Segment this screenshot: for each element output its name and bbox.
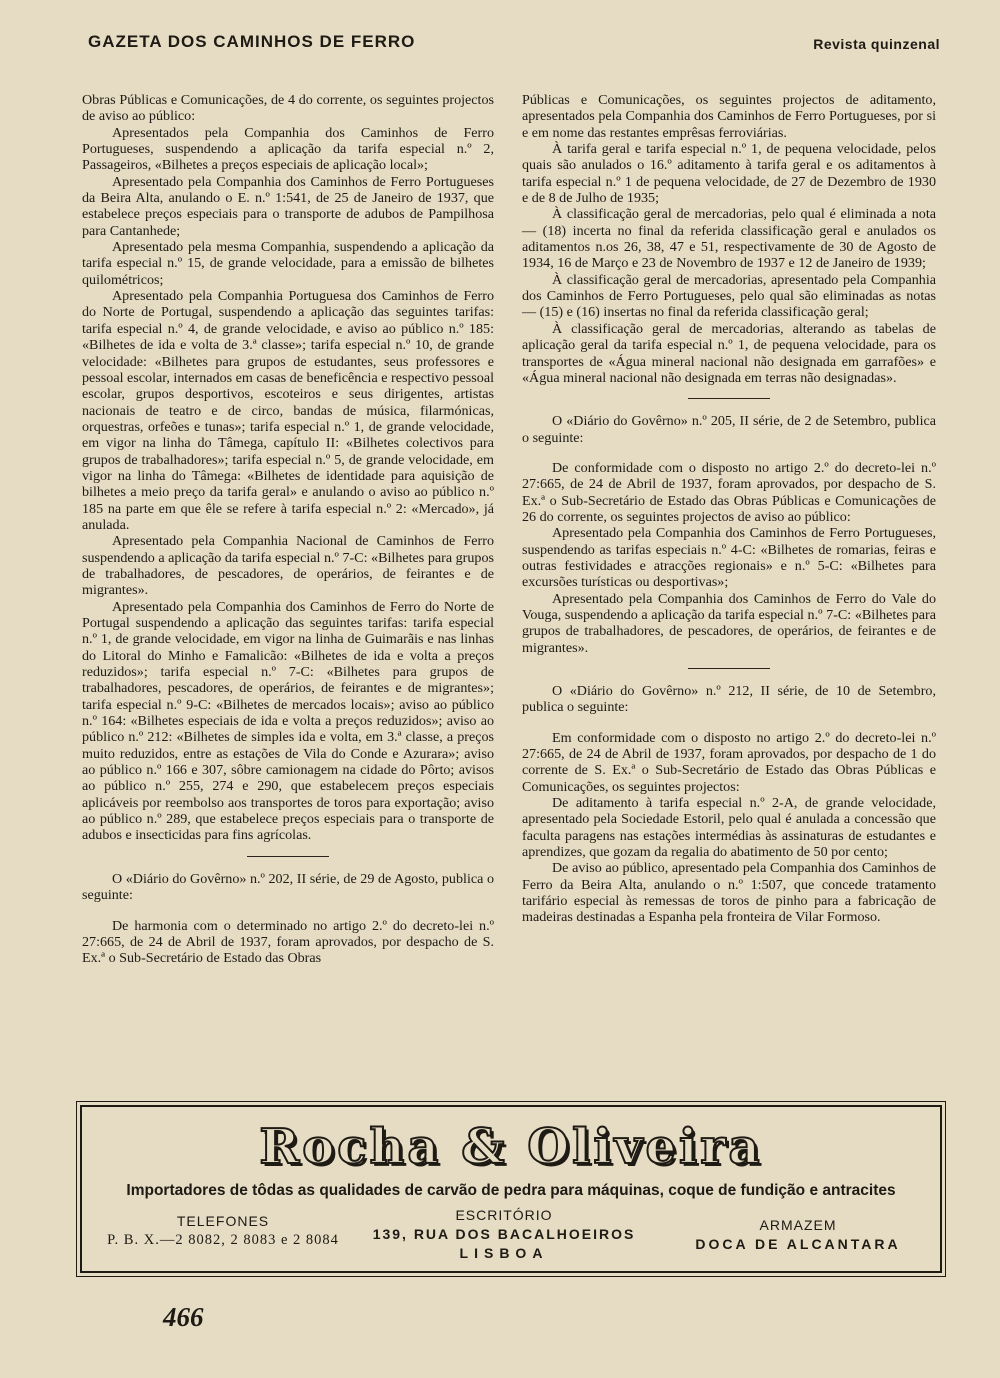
- paragraph: À classificação geral de mercadorias, apresentado pela Companhia dos Caminhos de Ferro Portugueses, pelo qual são eliminadas as notas — (15) e (16) insertas no final da referida classificação geral;: [522, 271, 936, 321]
- paragraph: O «Diário do Govêrno» n.º 205, II série, de 2 de Setembro, publica o seguinte:: [522, 413, 936, 446]
- paragraph: Obras Públicas e Comunicações, de 4 do corrente, os seguintes projectos de aviso ao público:: [82, 92, 494, 125]
- advertisement-box: [80, 1105, 942, 1273]
- phones-numbers: P. B. X.—2 8082, 2 8083 e 2 8084: [107, 1232, 339, 1248]
- section-divider: [247, 856, 329, 857]
- paragraph: Apresentado pela Companhia Nacional de Caminhos de Ferro suspendendo a aplicação da tarifa especial n.º 7-C: «Bilhetes para grupos de trabalhadores, de pescadores, de operários, de feirantes e de migrantes».: [82, 533, 494, 599]
- warehouse-title: ARMAZEM: [759, 1217, 837, 1233]
- advertiser-name: Rocha & Oliveira: [259, 1119, 763, 1175]
- paragraph: À tarifa geral e tarifa especial n.º 1, de pequena velocidade, pelos quais são anulados o 16.º aditamento à tarifa geral e os aditamentos à tarifa especial n.º 1 de pequena velocidade, de 27 de Dezembro de 1930 e de 8 de Julho de 1935;: [522, 141, 936, 207]
- paragraph: Apresentado pela mesma Companhia, suspendendo a aplicação da tarifa especial n.º 15, de grande velocidade, para a emissão de bilhetes quilométricos;: [82, 239, 494, 288]
- paragraph: O «Diário do Govêrno» n.º 212, II série, de 10 de Setembro, publica o seguinte:: [522, 683, 936, 716]
- paragraph: À classificação geral de mercadorias, alterando as tabelas de aplicação geral da tarifa especial n.º 1, de pequena velocidade, para os transportes de «Água mineral nacional não designada em garrafões» e «Água mineral nacional não designada em terras não designadas».: [522, 320, 936, 386]
- section-divider: [688, 668, 770, 669]
- warehouse-block: [667, 1216, 929, 1254]
- paragraph: Apresentado pela Companhia dos Caminhos de Ferro do Vale do Vouga, suspendendo a aplicação da tarifa especial n.º 7-C: «Bilhetes para grupos de trabalhadores, de pescadores, de operários, de feirantes e de migrantes».: [522, 590, 936, 656]
- magazine-subtitle: Revista quinzenal: [813, 36, 940, 52]
- section-divider: [688, 398, 770, 399]
- phones-block: [94, 1212, 352, 1250]
- paragraph: Apresentado pela Companhia Portuguesa dos Caminhos de Ferro do Norte de Portugal, suspendendo a aplicação das seguintes tarifas: tarifa especial n.º 4, de grande velocidade, e aviso ao público n.º 185: «Bilhetes de ida e volta de 3.ª classe»; tarifa especial n.º 10, de grande velocidade: «Bilhetes para grupos de estudantes, seus professores e pessoal escolar, internados em casas de beneficência e respectivo pessoal escolar, grupos desportivos, escoteiros e seus dirigentes, artistas nacionais de teatro e de circo, bandas de música, filarmónicas, orquestras, orfeões e tunas»; tarifa especial n.º 1, de grande velocidade, em vigor na linha do Tâmega, capítulo II: «Bilhetes colectivos para grupos de trabalhadores»; tarifa especial n.º 5, de grande velocidade, em vigor na linha do Tâmega: «Bilhetes de identidade para aquisição de bilhetes a meio preço da tarifa geral» e anulando o aviso ao público n.º 185 na parte em que êle se refere à tarifa especial n.º 2: «Mercado», já anulada.: [82, 288, 494, 533]
- paragraph: À classificação geral de mercadorias, pelo qual é eliminada a nota — (18) incerta no final da referida classificação geral e anulados os aditamentos n.os 26, 38, 47 e 51, respectivamente de 30 de Agosto de 1934, 16 de Março e 23 de Novembro de 1937 e 12 de Janeiro de 1939;: [522, 206, 936, 272]
- office-address: 139, RUA DOS BACALHOEIROS: [372, 1226, 636, 1242]
- warehouse-location: DOCA DE ALCANTARA: [695, 1236, 901, 1252]
- office-title: ESCRITÓRIO: [455, 1207, 553, 1223]
- paragraph: De harmonia com o determinado no artigo 2.º do decreto-lei n.º 27:665, de 24 de Abril de 1937, foram aprovados, por despacho de S. Ex.ª o Sub-Secretário de Estado das Obras: [82, 917, 494, 967]
- magazine-title: GAZETA DOS CAMINHOS DE FERRO: [88, 32, 416, 51]
- office-city: LISBOA: [459, 1245, 549, 1261]
- paragraph: De conformidade com o disposto no artigo 2.º do decreto-lei n.º 27:665, de 24 de Abril de 1937, foram aprovados, por despacho de S. Ex.ª o Sub-Secretário de Estado das Obras Públicas e Comunicações de 26 do corrente, os seguintes projectos de aviso ao público:: [522, 459, 936, 525]
- page-number: 466: [163, 1302, 204, 1332]
- phones-title: TELEFONES: [176, 1213, 270, 1229]
- paragraph: De aviso ao público, apresentado pela Companhia dos Caminhos de Ferro da Beira Alta, anulando o n.º 1:507, que concede tratamento tarifário especial às remessas de toros de pinho para a fabricação de madeiras destinadas a Espanha pela fronteira de Vilar Formoso.: [522, 860, 936, 926]
- office-block: [364, 1206, 644, 1263]
- paragraph: Públicas e Comunicações, os seguintes projectos de aditamento, apresentados pela Companhia dos Caminhos de Ferro Portugueses, por si e em nome das restantes emprêsas ferroviárias.: [522, 92, 936, 141]
- paragraph: Apresentado pela Companhia dos Caminhos de Ferro Portugueses da Beira Alta, anulando o E. n.º 1:541, de 25 de Janeiro de 1937, que estabelece preços especiais para o transporte de adubos de Pampilhosa para Cantanhede;: [82, 173, 494, 239]
- right-column: [522, 92, 936, 926]
- paragraph: Apresentado pela Companhia dos Caminhos de Ferro Portugueses, suspendendo as tarifas especiais n.º 4-C: «Bilhetes de romarias, feiras e outras festividades e atracções regionais» e n.º 5-C: «Bilhetes para excursões turísticas ou desportivas»;: [522, 525, 936, 591]
- paragraph: Apresentado pela Companhia dos Caminhos de Ferro do Norte de Portugal suspendendo a aplicação das seguintes tarifas: tarifa especial n.º 1, de grande velocidade, em vigor na linha de Guimarãis e nas linhas do Litoral do Minho e Famalicão: «Bilhetes de ida e volta a preços reduzidos»; tarifa especial n.º 7-C: «Bilhetes para grupos de trabalhadores, pescadores, de operários, de feirantes e de migrantes»; tarifa especial n.º 9-C: «Bilhetes de mercados locais»; aviso ao público n.º 164: «Bilhetes especiais de ida e volta a preços reduzidos»; aviso ao público n.º 212: «Bilhetes de simples ida e volta, em 3.ª classe, a preços muito reduzidos, entre as estações de Vila do Conde e Azurara»; aviso ao público n.º 166 e 307, sôbre camionagem na cidade do Pôrto; avisos ao público n.º 255, 274 e 290, que estabelecem preços especiais aplicáveis por reembolso aos transportes de toros para exportação; aviso ao público n.º 289, que estabelece preços especiais para o transporte de adubos e insecticidas para fins agrícolas.: [82, 598, 494, 844]
- advertiser-tagline: Importadores de tôdas as qualidades de carvão de pedra para máquinas, coque de fundição e antracites: [126, 1182, 896, 1199]
- paragraph: O «Diário do Govêrno» n.º 202, II série, de 29 de Agosto, publica o seguinte:: [82, 870, 494, 904]
- left-column: [82, 92, 494, 967]
- paragraph: De aditamento à tarifa especial n.º 2-A, de grande velocidade, apresentado pela Sociedade Estoril, pelo qual é anulada a concessão que faculta paragens nas estações intermédias às assinaturas de estudantes e aprendizes, que gozam da regalia do abatimento de 50 por cento;: [522, 795, 936, 861]
- paragraph: Em conformidade com o disposto no artigo 2.º do decreto-lei n.º 27:665, de 24 de Abril de 1937, foram aprovados, por despacho de 1 do corrente de S. Ex.ª o Sub-Secretário de Estado das Obras Públicas e Comunicações, os seguintes projectos:: [522, 729, 936, 795]
- paragraph: Apresentados pela Companhia dos Caminhos de Ferro Portugueses, suspendendo a aplicação da tarifa especial n.º 2, Passageiros, «Bilhetes a preços especiais de aplicação local»;: [82, 124, 494, 174]
